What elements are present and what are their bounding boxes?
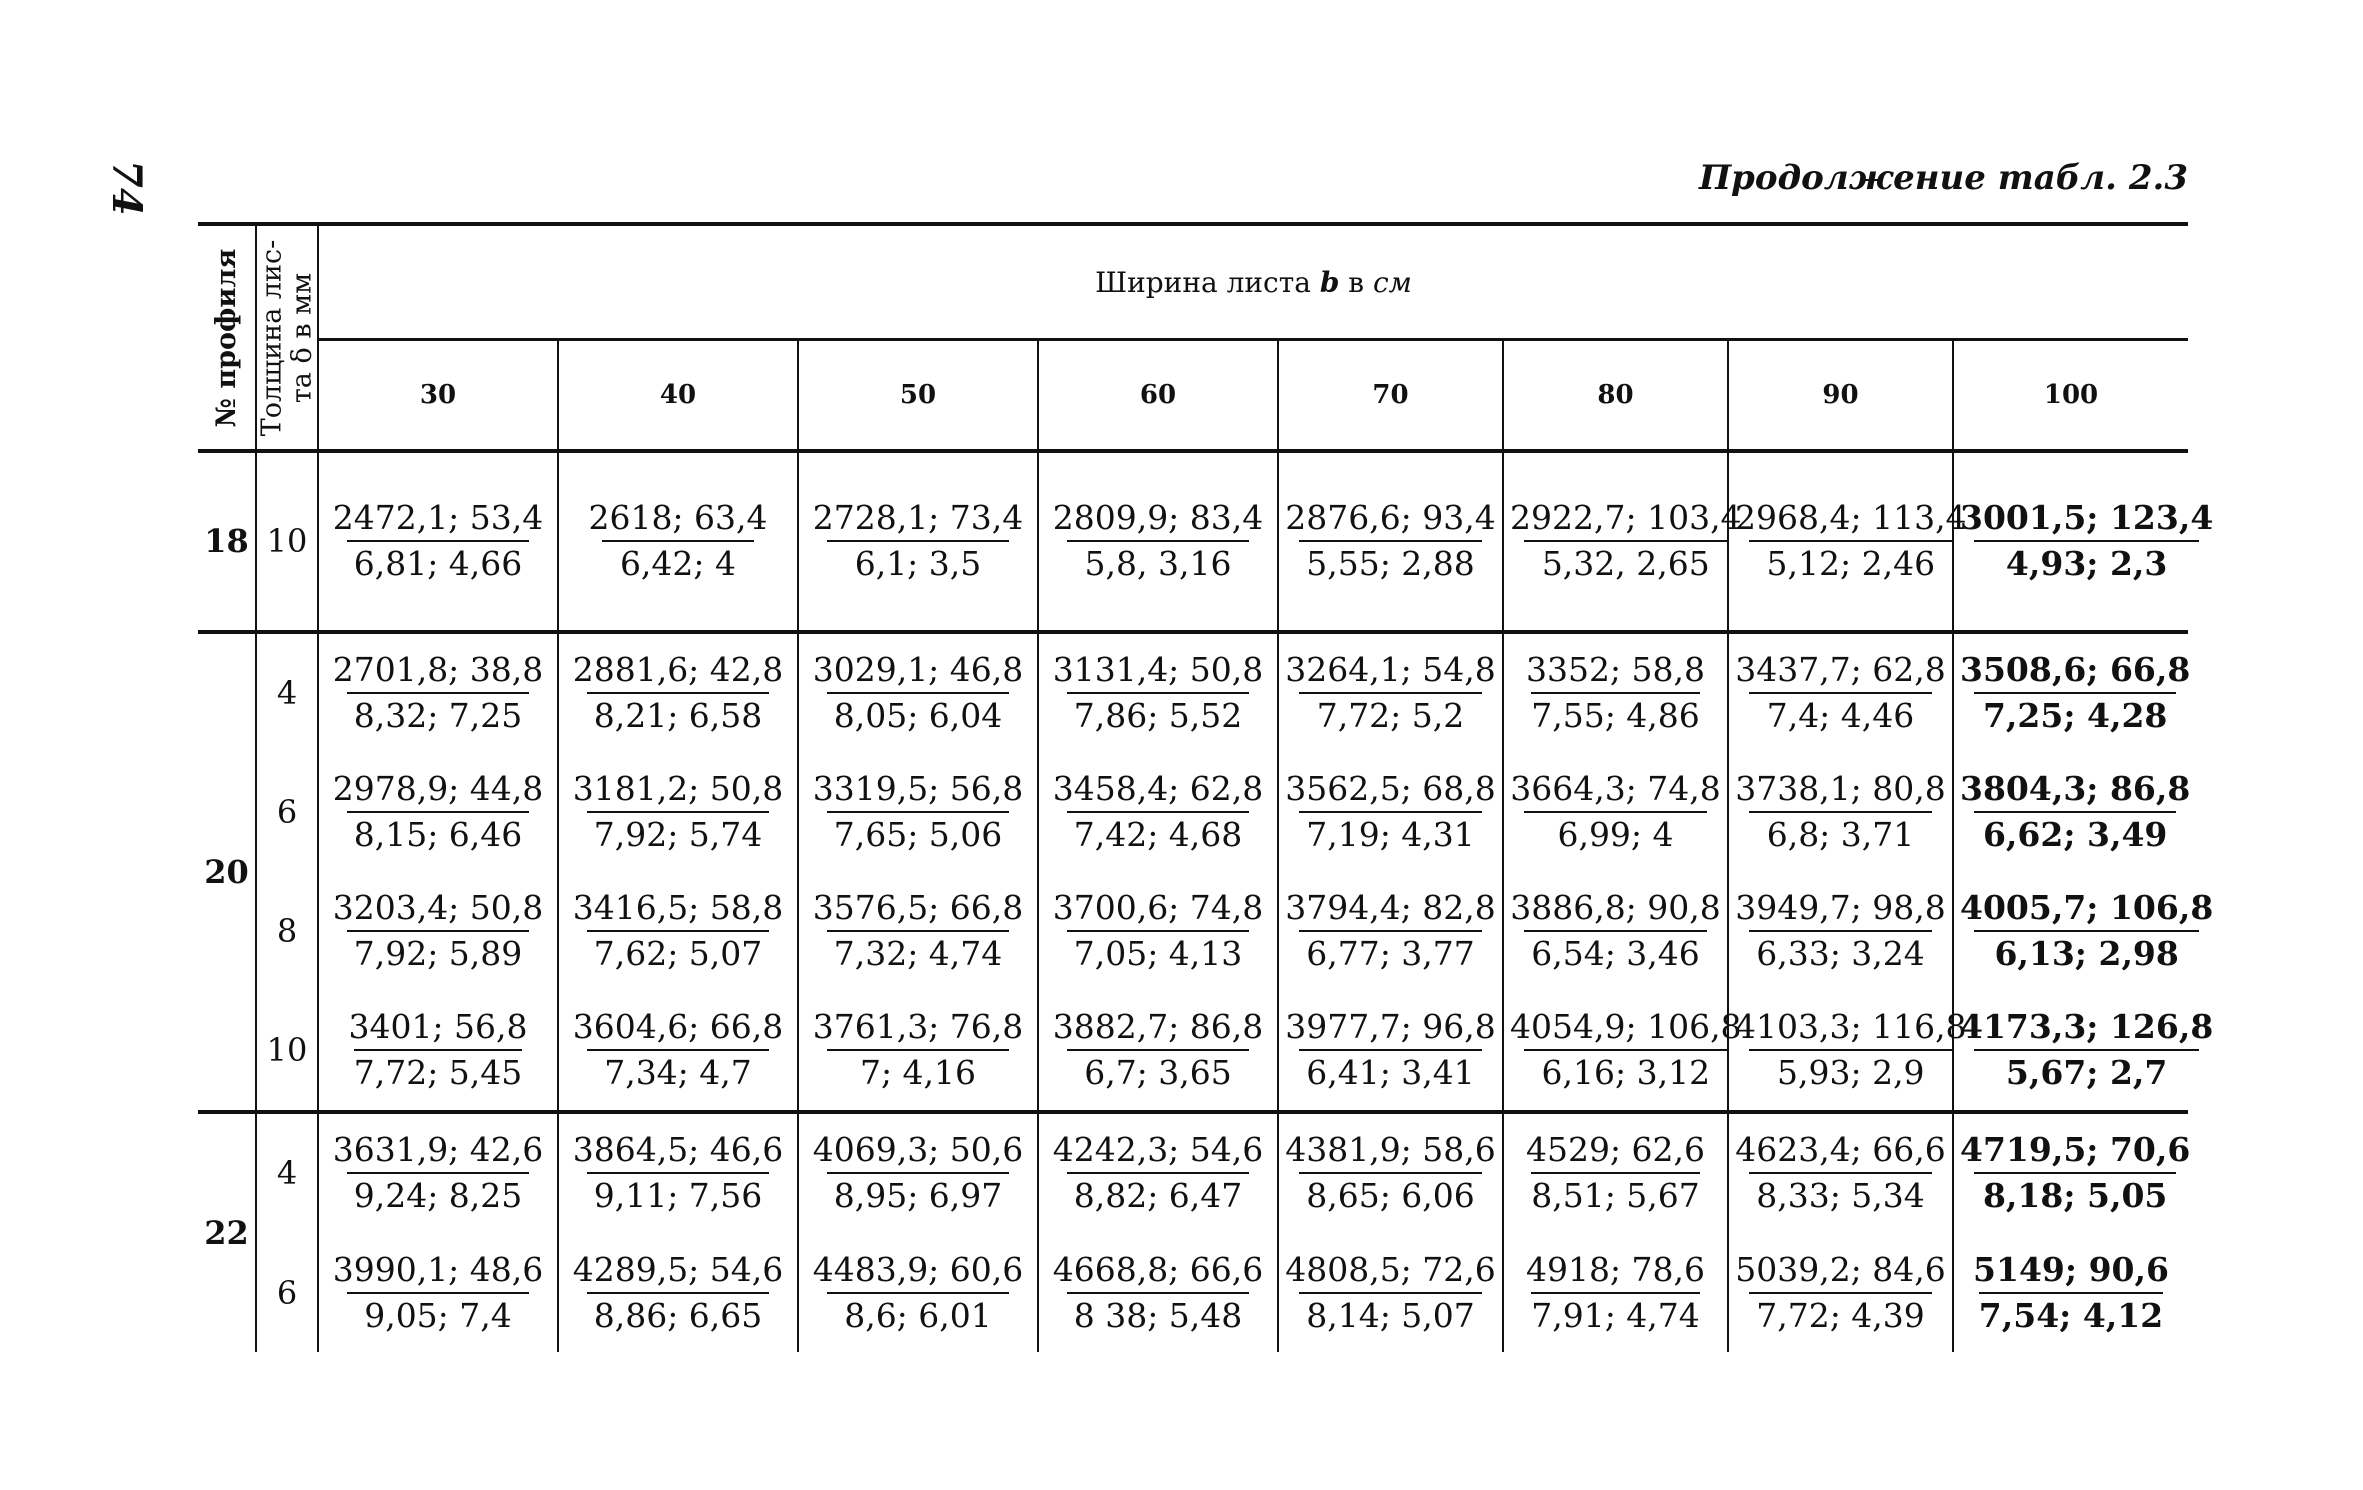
profile-number: 20 [198, 632, 256, 1112]
table-cell [1038, 872, 1278, 991]
table-cell [318, 872, 558, 991]
cell-numerator: 3001,5; 123,4 [1960, 498, 2214, 538]
cell-denominator: 5,8, 3,16 [1067, 540, 1250, 584]
cell-fraction [1047, 498, 1270, 584]
table-cell [1953, 753, 2191, 872]
table-cell [798, 1112, 1038, 1233]
cell-denominator: 8,15; 6,46 [347, 811, 530, 855]
cell-denominator: 7,55; 4,86 [1531, 692, 1700, 736]
width-header-b: b [1319, 265, 1340, 299]
cell-numerator: 2809,9; 83,4 [1052, 498, 1264, 538]
cell-numerator: 3319,5; 56,8 [812, 769, 1024, 809]
cell-numerator: 4918; 78,6 [1525, 1249, 1706, 1289]
cell-denominator: 9,24; 8,25 [347, 1172, 530, 1216]
table-cell [1278, 991, 1503, 1112]
cell-fraction [1954, 498, 2219, 584]
cell-denominator: 7,32; 4,74 [827, 930, 1010, 974]
cell-fraction [1511, 1130, 1720, 1216]
table-cell [1728, 632, 1953, 753]
cell-denominator: 8,21; 6,58 [587, 692, 770, 736]
table-row [198, 1233, 2188, 1352]
cell-numerator: 3886,8; 90,8 [1510, 888, 1721, 928]
cell-fraction [1279, 769, 1502, 855]
cell-fraction [327, 888, 550, 974]
cell-numerator: 3401; 56,8 [348, 1007, 528, 1047]
cell-denominator: 5,67; 2,7 [1974, 1049, 2199, 1093]
cell-fraction [1511, 1250, 1720, 1336]
cell-numerator: 3576,5; 66,8 [812, 888, 1024, 928]
cell-denominator: 7,05; 4,13 [1067, 930, 1250, 974]
cell-denominator: 6,33; 3,24 [1749, 930, 1932, 974]
cell-denominator: 7,86; 5,52 [1067, 692, 1250, 736]
cell-fraction [1279, 650, 1502, 736]
cell-numerator: 5149; 90,6 [1973, 1249, 2169, 1289]
cell-numerator: 4054,9; 106,8 [1510, 1007, 1742, 1047]
cell-numerator: 2978,9; 44,8 [332, 769, 544, 809]
cell-fraction [1047, 888, 1270, 974]
cell-fraction [567, 888, 790, 974]
table-row [198, 753, 2188, 872]
table-cell [1953, 872, 2214, 991]
cell-numerator: 2922,7; 103,4 [1510, 498, 1742, 538]
profile-number: 22 [198, 1112, 256, 1352]
table-row [198, 1112, 2188, 1233]
cell-numerator: 2728,1; 73,4 [812, 498, 1024, 538]
cell-denominator: 7; 4,16 [827, 1049, 1010, 1093]
thickness-value: 10 [256, 451, 318, 632]
table-cell [1503, 991, 1742, 1112]
cell-numerator: 3458,4; 62,8 [1052, 769, 1264, 809]
cell-fraction [327, 1130, 550, 1216]
cell-numerator: 3738,1; 80,8 [1735, 769, 1946, 809]
cell-denominator: 8,6; 6,01 [827, 1292, 1010, 1336]
cell-denominator: 7,25; 4,28 [1974, 692, 2176, 736]
table-cell [1503, 1233, 1728, 1352]
cell-numerator: 4808,5; 72,6 [1285, 1249, 1496, 1289]
cell-denominator: 6,16; 3,12 [1524, 1049, 1728, 1093]
cell-numerator: 3990,1; 48,6 [332, 1249, 544, 1289]
table-cell [1728, 991, 1967, 1112]
cell-fraction [1047, 650, 1270, 736]
cell-numerator: 4483,9; 60,6 [812, 1249, 1024, 1289]
cell-denominator: 6,77; 3,77 [1299, 930, 1482, 974]
cell-numerator: 4381,9; 58,6 [1285, 1130, 1496, 1170]
cell-numerator: 3181,2; 50,8 [572, 769, 784, 809]
cell-denominator: 7,54; 4,12 [1979, 1292, 2163, 1336]
cell-numerator: 3131,4; 50,8 [1052, 650, 1264, 690]
table-cell [1953, 451, 2214, 632]
cell-fraction [1279, 1130, 1502, 1216]
table-cell [798, 1233, 1038, 1352]
table-cell [1953, 1112, 2191, 1233]
cell-numerator: 3352; 58,8 [1525, 650, 1706, 690]
cell-numerator: 2968,4; 113,4 [1735, 498, 1967, 538]
cell-fraction [1279, 498, 1502, 584]
table-cell [558, 872, 798, 991]
cell-fraction [1959, 1250, 2183, 1336]
cell-denominator: 8,65; 6,06 [1299, 1172, 1482, 1216]
cell-denominator: 7,72; 5,45 [354, 1049, 523, 1093]
cell-numerator: 3664,3; 74,8 [1510, 769, 1721, 809]
table-cell [1278, 872, 1503, 991]
cell-numerator: 3700,6; 74,8 [1052, 888, 1264, 928]
table-cell [1953, 632, 2191, 753]
table-cell [1038, 753, 1278, 872]
cell-fraction [1729, 650, 1952, 736]
thickness-header-line2: та δ в мм [286, 272, 317, 403]
cell-fraction [807, 650, 1030, 736]
cell-numerator: 3631,9; 42,6 [332, 1130, 544, 1170]
cell-denominator: 8,86; 6,65 [587, 1292, 770, 1336]
cell-fraction [327, 650, 550, 736]
cell-numerator: 3804,3; 86,8 [1960, 769, 2191, 809]
cell-denominator: 6,99; 4 [1524, 811, 1707, 855]
cell-numerator: 4069,3; 50,6 [812, 1130, 1024, 1170]
table-cell [798, 632, 1038, 753]
cell-fraction [327, 498, 550, 584]
table-cell [1038, 991, 1278, 1112]
cell-numerator: 3864,5; 46,6 [572, 1130, 784, 1170]
cell-numerator: 3508,6; 66,8 [1960, 650, 2191, 690]
cell-numerator: 3203,4; 50,8 [332, 888, 544, 928]
cell-denominator: 8,95; 6,97 [827, 1172, 1010, 1216]
cell-denominator: 7,91; 4,74 [1531, 1292, 1700, 1336]
table-cell [1953, 1233, 2188, 1352]
table-cell [1038, 1112, 1278, 1233]
table-cell [1728, 1233, 1953, 1352]
cell-fraction [807, 888, 1030, 974]
cell-numerator: 3949,7; 98,8 [1735, 888, 1946, 928]
cell-denominator: 7,65; 5,06 [827, 811, 1010, 855]
cell-fraction [1047, 769, 1270, 855]
table-cell [558, 632, 798, 753]
cell-fraction [807, 769, 1030, 855]
cell-denominator: 8,51; 5,67 [1531, 1172, 1700, 1216]
thickness-value: 6 [256, 753, 318, 872]
cell-denominator: 7,34; 4,7 [587, 1049, 770, 1093]
cell-fraction [1954, 769, 2196, 855]
cell-fraction [1729, 1007, 1973, 1093]
table-caption: Продолжение табл. 2.3 [1698, 158, 2188, 198]
cell-denominator: 5,93; 2,9 [1749, 1049, 1953, 1093]
cell-numerator: 4005,7; 106,8 [1960, 888, 2214, 928]
thickness-header [256, 224, 318, 451]
page-number: 74 [103, 160, 150, 216]
cell-numerator: 3416,5; 58,8 [572, 888, 784, 928]
table-cell [1728, 451, 1967, 632]
column-header: 70 [1278, 340, 1503, 452]
table-cell [1728, 753, 1953, 872]
cell-denominator: 6,42; 4 [602, 540, 753, 584]
table-cell [798, 872, 1038, 991]
column-header: 40 [558, 340, 798, 452]
table-cell [1278, 451, 1503, 632]
cell-numerator: 2701,8; 38,8 [332, 650, 544, 690]
cell-fraction [567, 1250, 790, 1336]
column-header: 100 [1953, 340, 2188, 452]
data-table [198, 222, 2214, 1352]
cell-denominator: 9,05; 7,4 [347, 1292, 530, 1336]
table-cell [1278, 753, 1503, 872]
table-cell [1503, 632, 1728, 753]
table-cell [798, 991, 1038, 1112]
cell-denominator: 8,14; 5,07 [1299, 1292, 1482, 1336]
column-header: 30 [318, 340, 558, 452]
cell-fraction [1729, 1250, 1952, 1336]
cell-numerator: 2472,1; 53,4 [332, 498, 544, 538]
cell-numerator: 4103,3; 116,8 [1735, 1007, 1967, 1047]
cell-fraction [327, 1250, 550, 1336]
thickness-value: 8 [256, 872, 318, 991]
cell-numerator: 3562,5; 68,8 [1285, 769, 1496, 809]
cell-fraction [1504, 1007, 1748, 1093]
table-cell [798, 451, 1038, 632]
cell-denominator: 8,33; 5,34 [1749, 1172, 1932, 1216]
cell-fraction [1729, 769, 1952, 855]
width-header [318, 224, 2188, 340]
table-cell [1503, 753, 1728, 872]
cell-numerator: 3794,4; 82,8 [1285, 888, 1496, 928]
cell-fraction [1729, 888, 1952, 974]
cell-denominator: 7,72; 4,39 [1749, 1292, 1932, 1336]
cell-numerator: 4668,8; 66,6 [1052, 1249, 1264, 1289]
cell-fraction [807, 1250, 1030, 1336]
cell-numerator: 3882,7; 86,8 [1052, 1007, 1264, 1047]
cell-denominator: 8,32; 7,25 [347, 692, 530, 736]
profile-header [198, 224, 256, 451]
cell-denominator: 7,19; 4,31 [1299, 811, 1482, 855]
cell-denominator: 5,55; 2,88 [1299, 540, 1482, 584]
cell-fraction [807, 1130, 1030, 1216]
cell-denominator: 7,62; 5,07 [587, 930, 770, 974]
cell-numerator: 4719,5; 70,6 [1960, 1130, 2191, 1170]
cell-fraction [567, 769, 790, 855]
cell-denominator: 7,92; 5,89 [347, 930, 530, 974]
cell-fraction [1954, 1130, 2196, 1216]
width-header-unit: см [1372, 265, 1412, 299]
cell-numerator: 4173,3; 126,8 [1960, 1007, 2214, 1047]
cell-fraction [1279, 1007, 1502, 1093]
cell-fraction [807, 1007, 1030, 1093]
cell-denominator: 5,32, 2,65 [1524, 540, 1728, 584]
thickness-value: 6 [256, 1233, 318, 1352]
cell-denominator: 4,93; 2,3 [1974, 540, 2199, 584]
table-cell [558, 753, 798, 872]
table-cell [1278, 1112, 1503, 1233]
column-header: 80 [1503, 340, 1728, 452]
cell-numerator: 4529; 62,6 [1525, 1130, 1706, 1170]
cell-fraction [567, 1130, 790, 1216]
cell-fraction [1954, 1007, 2219, 1093]
cell-fraction [327, 769, 550, 855]
cell-fraction [334, 1007, 543, 1093]
cell-fraction [1504, 498, 1748, 584]
cell-fraction [1729, 498, 1973, 584]
cell-denominator: 8,18; 5,05 [1974, 1172, 2176, 1216]
cell-denominator: 7,92; 5,74 [587, 811, 770, 855]
cell-numerator: 3029,1; 46,8 [812, 650, 1024, 690]
cell-fraction [1047, 1130, 1270, 1216]
cell-numerator: 3437,7; 62,8 [1735, 650, 1946, 690]
cell-fraction [1504, 769, 1727, 855]
thickness-value: 4 [256, 632, 318, 753]
table-cell [558, 1112, 798, 1233]
cell-denominator: 6,54; 3,46 [1524, 930, 1707, 974]
width-header-prefix: Ширина листа [1095, 265, 1311, 299]
cell-denominator: 6,7; 3,65 [1067, 1049, 1250, 1093]
column-header: 50 [798, 340, 1038, 452]
table-cell [1278, 632, 1503, 753]
table-cell [1038, 632, 1278, 753]
cell-fraction [1729, 1130, 1952, 1216]
cell-denominator: 8,05; 6,04 [827, 692, 1010, 736]
table-row [198, 991, 2188, 1112]
cell-denominator: 6,62; 3,49 [1974, 811, 2176, 855]
cell-denominator: 6,8; 3,71 [1749, 811, 1932, 855]
cell-numerator: 2881,6; 42,8 [572, 650, 784, 690]
thickness-header-line1: Толщина лис- [256, 239, 288, 436]
cell-numerator: 2876,6; 93,4 [1285, 498, 1496, 538]
cell-denominator: 6,81; 4,66 [347, 540, 530, 584]
cell-denominator: 7,4; 4,46 [1749, 692, 1932, 736]
cell-denominator: 6,41; 3,41 [1299, 1049, 1482, 1093]
cell-numerator: 4623,4; 66,6 [1735, 1130, 1946, 1170]
profile-header-label: № профиля [210, 248, 242, 427]
table-cell [318, 1112, 558, 1233]
cell-numerator: 2618; 63,4 [588, 498, 768, 538]
thickness-value: 10 [256, 991, 318, 1112]
cell-fraction [1279, 1250, 1502, 1336]
cell-fraction [807, 498, 1030, 584]
cell-denominator: 8 38; 5,48 [1067, 1292, 1250, 1336]
cell-denominator: 7,42; 4,68 [1067, 811, 1250, 855]
cell-fraction [567, 1007, 790, 1093]
cell-fraction [567, 650, 790, 736]
cell-numerator: 5039,2; 84,6 [1735, 1249, 1946, 1289]
cell-denominator: 9,11; 7,56 [587, 1172, 770, 1216]
table-cell [1038, 451, 1278, 632]
table-cell [1038, 1233, 1278, 1352]
cell-numerator: 3604,6; 66,8 [572, 1007, 784, 1047]
table-cell [1503, 872, 1728, 991]
table-cell [1728, 872, 1953, 991]
cell-fraction [1504, 888, 1727, 974]
table-cell [1503, 451, 1742, 632]
cell-numerator: 3761,3; 76,8 [812, 1007, 1024, 1047]
cell-fraction [1954, 888, 2219, 974]
cell-numerator: 4289,5; 54,6 [572, 1249, 784, 1289]
column-header: 90 [1728, 340, 1953, 452]
table-cell [318, 753, 558, 872]
thickness-value: 4 [256, 1112, 318, 1233]
cell-numerator: 3977,7; 96,8 [1285, 1007, 1496, 1047]
table-cell [318, 991, 558, 1112]
width-header-in: в [1348, 265, 1365, 299]
table-cell [1953, 991, 2214, 1112]
cell-denominator: 7,72; 5,2 [1299, 692, 1482, 736]
table-cell [318, 1233, 558, 1352]
cell-fraction [1047, 1250, 1270, 1336]
cell-fraction [1047, 1007, 1270, 1093]
cell-numerator: 3264,1; 54,8 [1285, 650, 1496, 690]
table-row [198, 872, 2188, 991]
table-row [198, 451, 2188, 632]
table-cell [798, 753, 1038, 872]
cell-fraction [1511, 650, 1720, 736]
table-cell [558, 451, 798, 632]
table-cell [1503, 1112, 1728, 1233]
cell-denominator: 5,12; 2,46 [1749, 540, 1953, 584]
table-cell [558, 991, 798, 1112]
table-cell [318, 451, 558, 632]
cell-denominator: 6,13; 2,98 [1974, 930, 2199, 974]
column-header: 60 [1038, 340, 1278, 452]
cell-fraction [1279, 888, 1502, 974]
table-cell [1728, 1112, 1953, 1233]
cell-fraction [582, 498, 773, 584]
table-row [198, 632, 2188, 753]
cell-denominator: 8,82; 6,47 [1067, 1172, 1250, 1216]
cell-fraction [1954, 650, 2196, 736]
table-cell [558, 1233, 798, 1352]
table-cell [318, 632, 558, 753]
cell-denominator: 6,1; 3,5 [827, 540, 1010, 584]
cell-numerator: 4242,3; 54,6 [1052, 1130, 1264, 1170]
table-cell [1278, 1233, 1503, 1352]
profile-number: 18 [198, 451, 256, 632]
